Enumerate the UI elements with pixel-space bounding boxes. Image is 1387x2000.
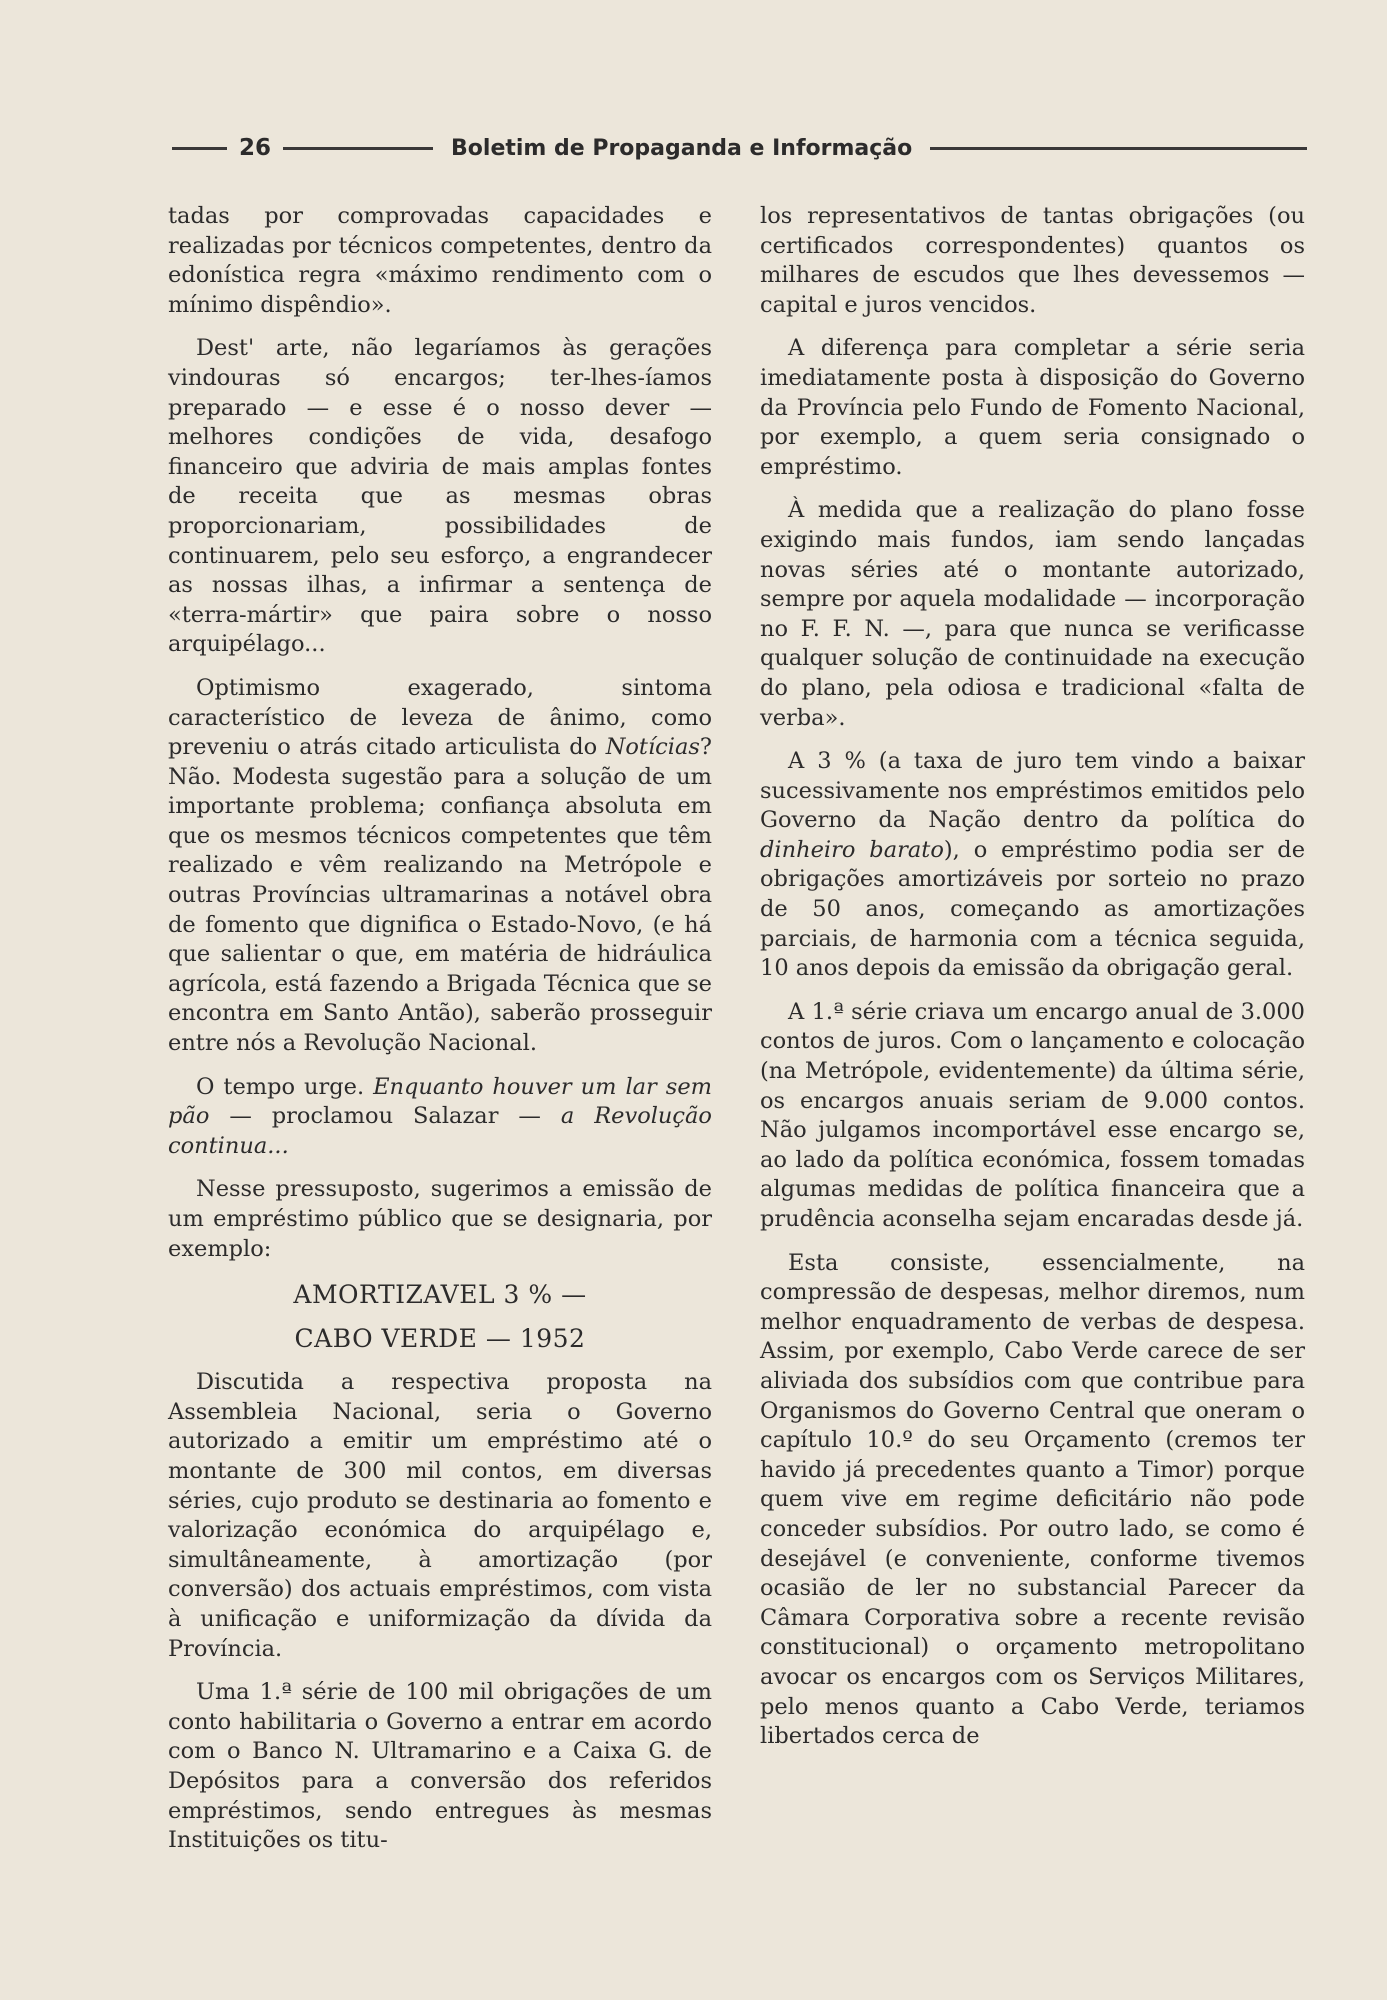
paragraph: Optimismo exagerado, sintoma característico de leveza de ânimo, como preveniu o atrás citado articulista do Notícias? Não. Modesta sugestão para a solução de um importante problema; confiança absoluta em que os mesmos técnicos competentes que têm realizado e vêm realizando na Metrópole e outras Províncias ultramarinas a notável obra de fomento que dignifica o Estado-Novo, (e há que salientar o que, em matéria de hidráulica agrícola, está fazendo a Brigada Técnica que se encontra em Santo Antão), saberão prosseguir entre nós a Revolução Nacional. [168,674,712,1057]
paragraph: A diferença para completar a série seria imediatamente posta à disposição do Governo da Província pelo Fundo de Fomento Nacional, por exemplo, a quem seria consignado o empréstimo. [760,335,1305,480]
paragraph: À medida que a realização do plano fosse exigindo mais fundos, iam sendo lançadas novas séries até o montante autorizado, sempre por aquela modalidade — incorporação no F. F. N. —, para que nunca se verificasse qualquer solução de continuidade na execução do plano, pela odiosa e tradicional «falta de verba». [760,497,1305,731]
loan-title: AMORTIZAVEL 3 % — [293,1280,587,1310]
publication-title: Boletim de Propaganda e Informação [451,135,913,161]
page-header [172,128,1307,168]
loan-subtitle: CABO VERDE — 1952 [294,1324,586,1354]
paragraph: Discutida a respectiva proposta na Assembleia Nacional, seria o Governo autorizado a emitir um empréstimo até o montante de 300 mil contos, em diversas séries, cujo produto se destinaria ao fomento e valorização económica do arquipélago e, simultâneamente, à amortização (por conversão) dos actuais empréstimos, com vista à unificação e uniformização da dívida da Província. [168,1369,712,1662]
page-number: 26 [239,135,272,161]
paragraph: A 3 % (a taxa de juro tem vindo a baixar sucessivamente nos empréstimos emitidos pelo Governo da Nação dentro da política do dinheiro barato), o empréstimo podia ser de obrigações amortizáveis por sorteio no prazo de 50 anos, começando as amortizações parciais, de harmonia com a técnica seguida, 10 anos depois da emissão da obrigação geral. [760,748,1306,982]
paragraph: Dest' arte, não legaríamos às gerações vindouras só encargos; ter-lhes-íamos preparado — e esse é o nosso dever — melhores condições de vida, desafogo financeiro que adviria de mais amplas fontes de receita que as mesmas obras proporcionariam, possibilidades de continuarem, pelo seu esforço, a engrandecer as nossas ilhas, a infirmar a sentença de «terra-mártir» que paira sobre o nosso arquipélago... [168,335,712,658]
paragraph: tadas por comprovadas capacidades e realizadas por técnicos competentes, dentro da edonística regra «máximo rendimento com o mínimo dispêndio». [168,203,712,318]
header-rule-left [172,147,227,150]
paragraph: Uma 1.ª série de 100 mil obrigações de um conto habilitaria o Governo a entrar em acordo com o Banco N. Ultramarino e a Caixa G. de Depósitos para a conversão dos referidos empréstimos, sendo entregues às mesmas Instituições os titu- [168,1679,712,1854]
left-column [168,202,712,1870]
paragraph: O tempo urge. Enquanto houver um lar sem pão — proclamou Salazar — a Revolução continua... [168,1073,712,1159]
paragraph: Nesse pressuposto, sugerimos a emissão de um empréstimo público que se designaria, por exemplo: [168,1176,712,1262]
paragraph: Esta consiste, essencialmente, na compressão de despesas, melhor diremos, num melhor enquadramento de verbas de despesa. Assim, por exemplo, Cabo Verde carece de ser aliviada dos subsídios com que contribue para Organismos do Governo Central que oneram o capítulo 10.º do seu Orçamento (cremos ter havido já precedentes quanto a Timor) porque quem vive em regime deficitário não pode conceder subsídios. Por outro lado, se como é desejável (e conveniente, conforme tivemos ocasião de ler no substancial Parecer da Câmara Corporativa sobre a recente revisão constitucional) o orçamento metropolitano avocar os encargos com os Serviços Militares, pelo menos quanto a Cabo Verde, teriamos libertados cerca de [760,1249,1305,1750]
right-column [760,202,1305,1766]
header-rule-middle [283,147,433,150]
paragraph: A 1.ª série criava um encargo anual de 3.000 contos de juros. Com o lançamento e colocação (na Metrópole, evidentemente) da última série, os encargos anuais seriam de 9.000 contos. Não julgamos incomportável esse encargo se, ao lado da política económica, fossem tomadas algumas medidas de política financeira que a prudência aconselha sejam encaradas desde já. [760,998,1305,1232]
paragraph: los representativos de tantas obrigações (ou certificados correspondentes) quantos os milhares de escudos que lhes devessemos — capital e juros vencidos. [760,203,1305,318]
header-rule-right [930,147,1307,150]
